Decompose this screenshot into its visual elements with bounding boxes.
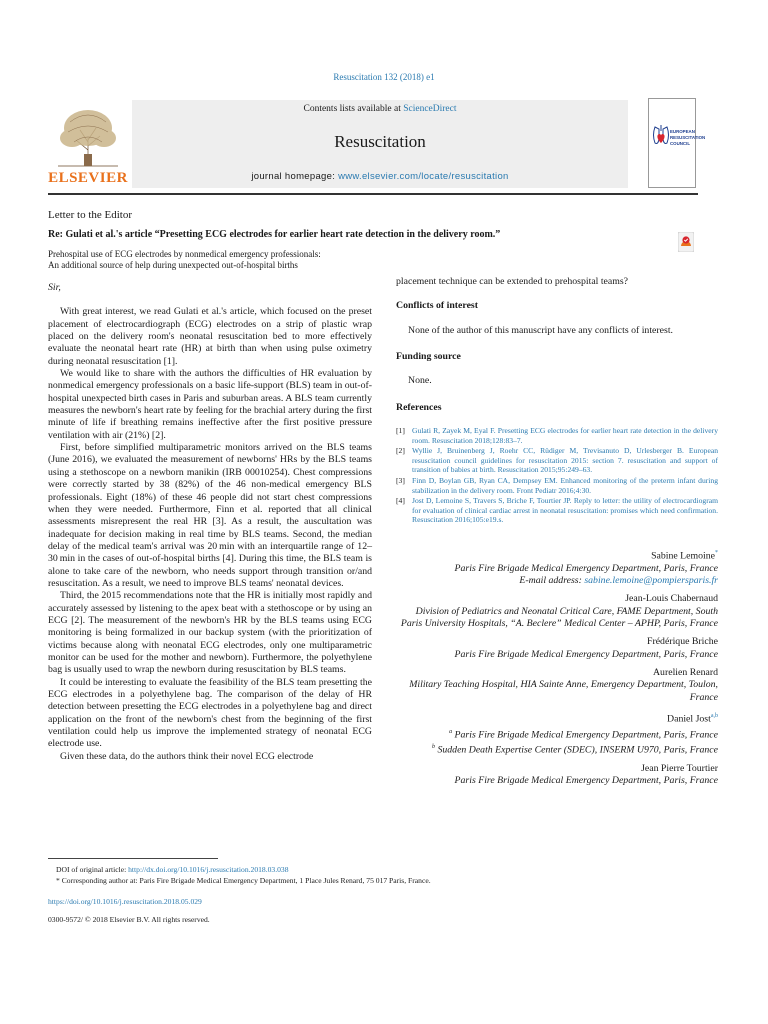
article-doi-link[interactable]: https://doi.org/10.1016/j.resuscitation.2018.05.029 xyxy=(48,897,202,906)
author-email-line: E-mail address: sabine.lemoine@pompiersparis.fr xyxy=(519,574,718,586)
affiliation-marker[interactable]: a,b xyxy=(710,713,718,720)
original-doi-line: DOI of original article: http://dx.doi.org/10.1016/j.resuscitation.2018.03.038 xyxy=(56,865,289,874)
reference-list xyxy=(396,426,718,525)
article-subtitle: Prehospital use of ECG electrodes by nonmedical emergency professionals: An additional source of help during unexpected out-of-hospital births xyxy=(48,249,321,270)
references-heading: References xyxy=(396,401,442,413)
copyright: 0300-9572/ © 2018 Elsevier B.V. All rights reserved. xyxy=(48,915,210,924)
paragraph-6: Given these data, do the authors think their novel ECG electrode xyxy=(60,750,314,762)
author-name: Sabine Lemoine* xyxy=(651,550,718,562)
author-affiliation: Military Teaching Hospital, HIA Sainte Anne, Emergency Department, Toulon, France xyxy=(409,679,718,703)
erc-wordmark: EUROPEAN RESUSCITATION COUNCIL xyxy=(670,129,706,146)
funding-text: None. xyxy=(408,375,432,387)
author-name: Jean-Louis Chabernaud xyxy=(625,593,718,605)
paragraph-continuation: placement technique can be extended to prehospital teams? xyxy=(396,276,629,287)
corresponding-marker[interactable]: * xyxy=(715,550,718,556)
original-doi-link[interactable]: http://dx.doi.org/10.1016/j.resuscitation.2018.03.038 xyxy=(128,865,289,874)
paragraph-1: With great interest, we read Gulati et al.'s article, which focused on the preset placement of electrocardiograph (ECG) electrodes on a strip of plastic wrap placed on the delivery room's neonatal resuscitation bed to more effectively evaluate the neonatal heart rate (HR) at birth than when using pulse oximetry during neonatal resuscitation [1]. xyxy=(48,306,372,367)
paragraph-3: First, before simplified multiparametric monitors arrived on the BLS teams (June 2016), we evaluated the measurement of newborns' HRs by the BLS teams using a stethoscope on a newborn manikin (IRB 00010254). Chest compressions were correctly started by 38 (82%) of the 46 non-medical emergency BLS professionals. Eight (18%) of these 46 people did not start chest compressions when they were needed. Furthermore, Finn et al. reported that all clinical assessments misrepresent the real HR [3]. As a result, the auscultation was inadequate for decision making in real time by BLS teams. Second, the median delay of the medical team's arrival was 20 min with an interquartile range of 12–30 min in the cases of out-of-hospital births [4]. During this time, the BLS team is alone to take care of the newborn, who needs support through transition or/and resuscitation. As a result, we need to improve BLS teams' neonatal devices. xyxy=(48,442,372,589)
corresponding-footnote: * Corresponding author at: Paris Fire Brigade Medical Emergency Department, 1 Place Jules Renard, 75 017 Paris, France. xyxy=(56,876,431,885)
paragraph-2: We would like to share with the authors the difficulties of HR evaluation by nonmedical emergency professionals on a basic life-support (BLS) team in out-of-hospital unexpected birth cases in Paris and suburban areas. A BLS team currently measures the newborn's heart rate by feeling for the brachial artery during the first minute of life if breathing remains ineffective after the first positive pressure ventilation with air (21%) [2]. xyxy=(48,368,372,441)
author-affiliation: Paris Fire Brigade Medical Emergency Department, Paris, France xyxy=(454,648,718,660)
footnote-rule xyxy=(48,858,218,859)
article-title: Re: Gulati et al.'s article “Presetting ECG electrodes for earlier heart rate detection in the delivery room.” xyxy=(48,229,501,240)
author-name: Daniel Jost$^{a,b}$ xyxy=(667,713,718,725)
salutation: Sir, xyxy=(48,282,61,293)
funding-heading: Funding source xyxy=(396,351,461,363)
erc-logo[interactable] xyxy=(648,98,706,188)
paragraph-5: It could be interesting to evaluate the feasibility of the BLS team presetting the ECG electrodes in a polyethylene bag. The comparison of the delay of HR detection between presetting the ECG electrodes in a polyethylene bag and direct application on the front of the newborn's chest from the beginning of the first ventilation could help us improve the implemented strategy of neonatal ECG electrode use. xyxy=(48,676,372,750)
contents-line xyxy=(132,104,628,114)
elsevier-wordmark: ELSEVIER xyxy=(48,170,128,186)
homepage-link[interactable]: www.elsevier.com/locate/resuscitation xyxy=(338,171,509,182)
reference-item[interactable]: [1] Gulati R, Zayek M, Eyal F. Presetting ECG electrodes for earlier heart rate detection in the delivery room. Resuscitation 2018;128:83–7. xyxy=(396,426,718,445)
elsevier-logo[interactable] xyxy=(48,100,128,188)
author-name: Jean Pierre Tourtier xyxy=(641,762,718,774)
author-affiliation: Division of Pediatrics and Neonatal Critical Care, FAME Department, South Paris University Hospitals, “A. Beclere” Medical Center – APHP, Paris, France xyxy=(400,605,718,629)
author-email-link[interactable]: sabine.lemoine@pompiersparis.fr xyxy=(584,574,718,586)
author-affiliation: $^a$ Paris Fire Brigade Medical Emergency Department, Paris, France xyxy=(449,728,718,740)
sciencedirect-link[interactable]: ScienceDirect xyxy=(403,104,457,114)
crossmark-icon xyxy=(678,232,694,252)
contents-label: Contents lists available at xyxy=(303,104,404,114)
heart-lungs-icon xyxy=(651,123,671,149)
footnotes xyxy=(48,864,698,886)
homepage-label: journal homepage: xyxy=(251,171,339,182)
conflicts-text: None of the author of this manuscript have any conflicts of interest. xyxy=(408,324,673,336)
right-column xyxy=(396,276,718,526)
author-name: Aurelien Renard xyxy=(652,667,718,679)
journal-title: Resuscitation xyxy=(334,132,426,151)
author-affiliation: Paris Fire Brigade Medical Emergency Department, Paris, France xyxy=(454,775,718,787)
left-column xyxy=(48,282,372,763)
author-affiliation: $^b$ Sudden Death Expertise Center (SDEC), INSERM U970, Paris, France xyxy=(432,744,718,756)
author-affiliation: Paris Fire Brigade Medical Emergency Department, Paris, France xyxy=(454,562,718,574)
reference-item[interactable]: [4] Jost D, Lemoine S, Travers S, Briche F, Tourtier JP. Reply to letter: the utility of electrocardiogram for evaluation of clinical cardiac arrest in neonatal resuscitation: promises which need confirmation. Resuscitation 2016;105:e19.s. xyxy=(396,496,718,525)
paragraph-4: Third, the 2015 recommendations note that the HR is initially most rapidly and accurately assessed by listening to the apex beat with a stethoscope or by using an ECG [2]. The measurement of the newborn's HR by the BLS teams using ECG monitoring is being formalized in our backup system (with the prioritization of victims because along with neonatal ECG electrodes, only one multiparametric monitor can be used for the mother and newborn). Furthermore, the polyethylene bag is usually used to wrap the newborn during resuscitation by BLS teams. xyxy=(48,590,372,676)
reference-item[interactable]: [2] Wyllie J, Bruinenberg J, Roehr CC, Rüdiger M, Trevisanuto D, Urlesberger B. European resuscitation council guidelines for resuscitation 2015: section 7. resuscitation and support of transition of babies at birth. Resuscitation 2015;95:249–63. xyxy=(396,446,718,475)
author-name: Frédérique Briche xyxy=(647,636,718,648)
journal-homepage xyxy=(132,171,628,182)
conflicts-heading: Conflicts of interest xyxy=(396,300,478,312)
crossmark-button[interactable] xyxy=(678,232,694,252)
reference-item[interactable]: [3] Finn D, Boylan GB, Ryan CA, Dempsey EM. Enhanced monitoring of the preterm infant during stabilization in the delivery room. Front Pediatr 2016;4:30. xyxy=(396,476,718,495)
journal-citation[interactable]: Resuscitation 132 (2018) e1 xyxy=(333,72,435,82)
article-type: Letter to the Editor xyxy=(48,209,132,221)
header-rule xyxy=(48,193,698,195)
author-block xyxy=(396,541,718,788)
